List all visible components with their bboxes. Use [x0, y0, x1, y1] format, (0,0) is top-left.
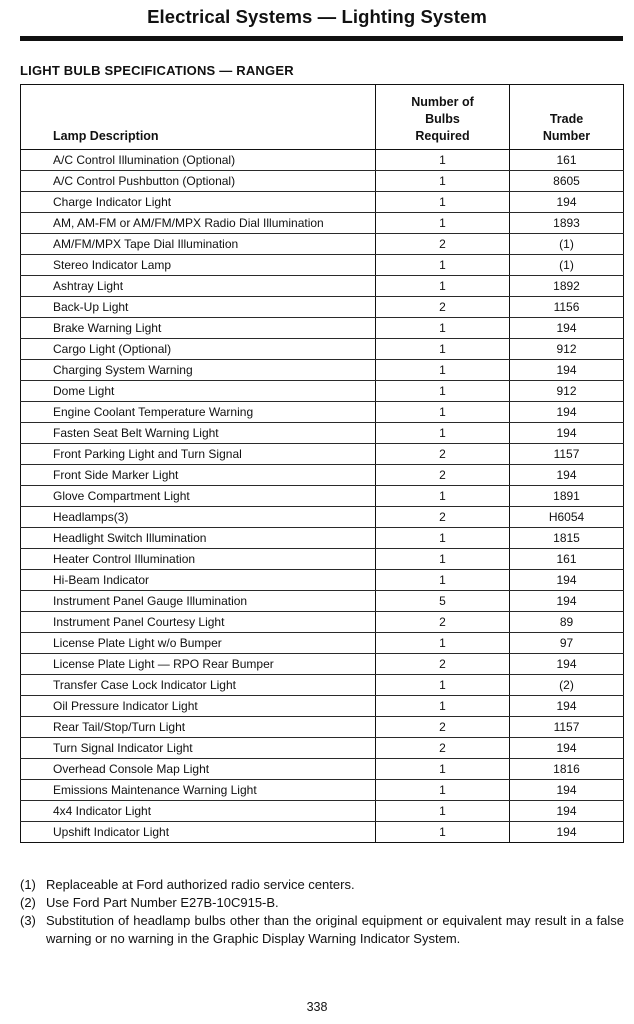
cell-lamp-description: Transfer Case Lock Indicator Light: [21, 675, 376, 696]
header-row: [21, 85, 624, 150]
cell-bulbs-required: 1: [376, 150, 510, 171]
cell-lamp-description: Emissions Maintenance Warning Light: [21, 780, 376, 801]
table-header: [21, 85, 624, 150]
table-row: [21, 822, 624, 843]
cell-bulbs-required: 1: [376, 192, 510, 213]
footnote-number: (3): [20, 913, 36, 928]
cell-bulbs-required: 2: [376, 612, 510, 633]
cell-lamp-description: Charge Indicator Light: [21, 192, 376, 213]
table-row: [21, 801, 624, 822]
cell-trade-number: 1157: [510, 717, 624, 738]
column-header-trade-line: Trade: [549, 112, 584, 126]
cell-trade-number: 1893: [510, 213, 624, 234]
cell-bulbs-required: 1: [376, 486, 510, 507]
table-row: [21, 675, 624, 696]
cell-trade-number: 194: [510, 570, 624, 591]
cell-trade-number: (2): [510, 675, 624, 696]
table-row: [21, 486, 624, 507]
cell-lamp-description: Front Parking Light and Turn Signal: [21, 444, 376, 465]
cell-trade-number: 194: [510, 738, 624, 759]
cell-bulbs-required: 1: [376, 171, 510, 192]
footnote-number: (2): [20, 895, 36, 910]
cell-trade-number: 194: [510, 654, 624, 675]
cell-bulbs-required: 2: [376, 507, 510, 528]
footnote-text: Replaceable at Ford authorized radio service centers.: [46, 877, 355, 892]
cell-bulbs-required: 1: [376, 339, 510, 360]
cell-trade-number: 912: [510, 381, 624, 402]
header-rule: [20, 36, 623, 41]
cell-trade-number: 1157: [510, 444, 624, 465]
cell-lamp-description: Rear Tail/Stop/Turn Light: [21, 717, 376, 738]
cell-lamp-description: Headlight Switch Illumination: [21, 528, 376, 549]
footnote: [20, 912, 624, 948]
cell-bulbs-required: 1: [376, 780, 510, 801]
cell-bulbs-required: 1: [376, 675, 510, 696]
bulb-spec-table: [20, 84, 624, 843]
table-row: [21, 402, 624, 423]
table-row: [21, 780, 624, 801]
cell-bulbs-required: 1: [376, 633, 510, 654]
column-header-quantity: [376, 85, 510, 150]
cell-trade-number: 194: [510, 360, 624, 381]
cell-trade-number: 89: [510, 612, 624, 633]
cell-lamp-description: Instrument Panel Courtesy Light: [21, 612, 376, 633]
cell-bulbs-required: 2: [376, 738, 510, 759]
cell-lamp-description: License Plate Light w/o Bumper: [21, 633, 376, 654]
cell-lamp-description: 4x4 Indicator Light: [21, 801, 376, 822]
cell-bulbs-required: 1: [376, 318, 510, 339]
cell-trade-number: 194: [510, 780, 624, 801]
cell-trade-number: 97: [510, 633, 624, 654]
cell-bulbs-required: 5: [376, 591, 510, 612]
cell-lamp-description: Turn Signal Indicator Light: [21, 738, 376, 759]
cell-trade-number: H6054: [510, 507, 624, 528]
cell-bulbs-required: 2: [376, 444, 510, 465]
cell-lamp-description: Dome Light: [21, 381, 376, 402]
cell-trade-number: 1892: [510, 276, 624, 297]
column-header-trade-line: Number: [542, 129, 591, 143]
table-row: [21, 759, 624, 780]
table-row: [21, 612, 624, 633]
cell-bulbs-required: 1: [376, 255, 510, 276]
cell-lamp-description: Fasten Seat Belt Warning Light: [21, 423, 376, 444]
cell-trade-number: 8605: [510, 171, 624, 192]
cell-trade-number: 194: [510, 192, 624, 213]
cell-lamp-description: Stereo Indicator Lamp: [21, 255, 376, 276]
footnote-text: Use Ford Part Number E27B-10C915-B.: [46, 895, 279, 910]
cell-trade-number: 161: [510, 150, 624, 171]
column-header-quantity-line: Required: [415, 129, 470, 143]
cell-bulbs-required: 1: [376, 360, 510, 381]
cell-bulbs-required: 1: [376, 696, 510, 717]
cell-bulbs-required: 1: [376, 381, 510, 402]
cell-bulbs-required: 1: [376, 423, 510, 444]
table-row: [21, 507, 624, 528]
table-row: [21, 570, 624, 591]
cell-trade-number: (1): [510, 234, 624, 255]
footnotes: [20, 876, 624, 948]
cell-bulbs-required: 2: [376, 717, 510, 738]
cell-trade-number: 194: [510, 801, 624, 822]
column-header-description: Lamp Description: [21, 85, 376, 150]
table-row: [21, 276, 624, 297]
table-row: [21, 381, 624, 402]
cell-bulbs-required: 1: [376, 801, 510, 822]
cell-lamp-description: Charging System Warning: [21, 360, 376, 381]
cell-bulbs-required: 1: [376, 276, 510, 297]
table-row: [21, 591, 624, 612]
cell-lamp-description: Heater Control Illumination: [21, 549, 376, 570]
table-row: [21, 444, 624, 465]
page-number: 338: [306, 1000, 328, 1014]
footnote-number: (1): [20, 877, 36, 892]
cell-lamp-description: A/C Control Pushbutton (Optional): [21, 171, 376, 192]
cell-trade-number: 194: [510, 318, 624, 339]
cell-trade-number: 161: [510, 549, 624, 570]
cell-trade-number: 912: [510, 339, 624, 360]
cell-lamp-description: Upshift Indicator Light: [21, 822, 376, 843]
table-row: [21, 171, 624, 192]
table-body: [21, 150, 624, 843]
column-header-quantity-line: Number of: [411, 95, 474, 109]
cell-bulbs-required: 1: [376, 549, 510, 570]
cell-trade-number: 194: [510, 822, 624, 843]
cell-bulbs-required: 1: [376, 528, 510, 549]
section-title: LIGHT BULB SPECIFICATIONS — RANGER: [20, 63, 294, 78]
cell-trade-number: 1816: [510, 759, 624, 780]
cell-lamp-description: License Plate Light — RPO Rear Bumper: [21, 654, 376, 675]
table-row: [21, 696, 624, 717]
cell-lamp-description: Brake Warning Light: [21, 318, 376, 339]
cell-trade-number: 194: [510, 696, 624, 717]
cell-lamp-description: Cargo Light (Optional): [21, 339, 376, 360]
cell-lamp-description: A/C Control Illumination (Optional): [21, 150, 376, 171]
table-row: [21, 528, 624, 549]
cell-trade-number: 194: [510, 423, 624, 444]
table-row: [21, 150, 624, 171]
cell-bulbs-required: 1: [376, 759, 510, 780]
cell-lamp-description: Instrument Panel Gauge Illumination: [21, 591, 376, 612]
cell-trade-number: 194: [510, 465, 624, 486]
cell-lamp-description: AM/FM/MPX Tape Dial Illumination: [21, 234, 376, 255]
cell-bulbs-required: 2: [376, 234, 510, 255]
cell-lamp-description: Hi-Beam Indicator: [21, 570, 376, 591]
cell-lamp-description: Ashtray Light: [21, 276, 376, 297]
cell-bulbs-required: 1: [376, 570, 510, 591]
cell-bulbs-required: 1: [376, 822, 510, 843]
cell-lamp-description: Headlamps(3): [21, 507, 376, 528]
cell-trade-number: 1891: [510, 486, 624, 507]
cell-lamp-description: AM, AM-FM or AM/FM/MPX Radio Dial Illumination: [21, 213, 376, 234]
cell-trade-number: 194: [510, 591, 624, 612]
cell-trade-number: 1815: [510, 528, 624, 549]
footnote: [20, 876, 624, 894]
table-row: [21, 465, 624, 486]
table-row: [21, 423, 624, 444]
table-row: [21, 255, 624, 276]
cell-lamp-description: Overhead Console Map Light: [21, 759, 376, 780]
table-row: [21, 360, 624, 381]
cell-lamp-description: Back-Up Light: [21, 297, 376, 318]
cell-lamp-description: Engine Coolant Temperature Warning: [21, 402, 376, 423]
table-row: [21, 213, 624, 234]
page-title: Electrical Systems — Lighting System: [147, 6, 487, 27]
cell-lamp-description: Front Side Marker Light: [21, 465, 376, 486]
table-row: [21, 234, 624, 255]
table-row: [21, 738, 624, 759]
table-row: [21, 192, 624, 213]
cell-bulbs-required: 1: [376, 402, 510, 423]
cell-bulbs-required: 2: [376, 465, 510, 486]
cell-bulbs-required: 2: [376, 297, 510, 318]
cell-bulbs-required: 1: [376, 213, 510, 234]
footnote: [20, 894, 624, 912]
table-row: [21, 654, 624, 675]
column-header-quantity-line: Bulbs: [425, 112, 460, 126]
table-row: [21, 297, 624, 318]
cell-trade-number: 194: [510, 402, 624, 423]
table-row: [21, 633, 624, 654]
table-row: [21, 318, 624, 339]
table-row: [21, 339, 624, 360]
cell-trade-number: 1156: [510, 297, 624, 318]
table-row: [21, 717, 624, 738]
column-header-trade: [510, 85, 624, 150]
cell-trade-number: (1): [510, 255, 624, 276]
table-row: [21, 549, 624, 570]
cell-lamp-description: Oil Pressure Indicator Light: [21, 696, 376, 717]
footnote-text: Substitution of headlamp bulbs other than the original equipment or equivalent may result in a false warning or no warning in the Graphic Display Warning Indicator System.: [46, 913, 624, 946]
cell-lamp-description: Glove Compartment Light: [21, 486, 376, 507]
cell-bulbs-required: 2: [376, 654, 510, 675]
